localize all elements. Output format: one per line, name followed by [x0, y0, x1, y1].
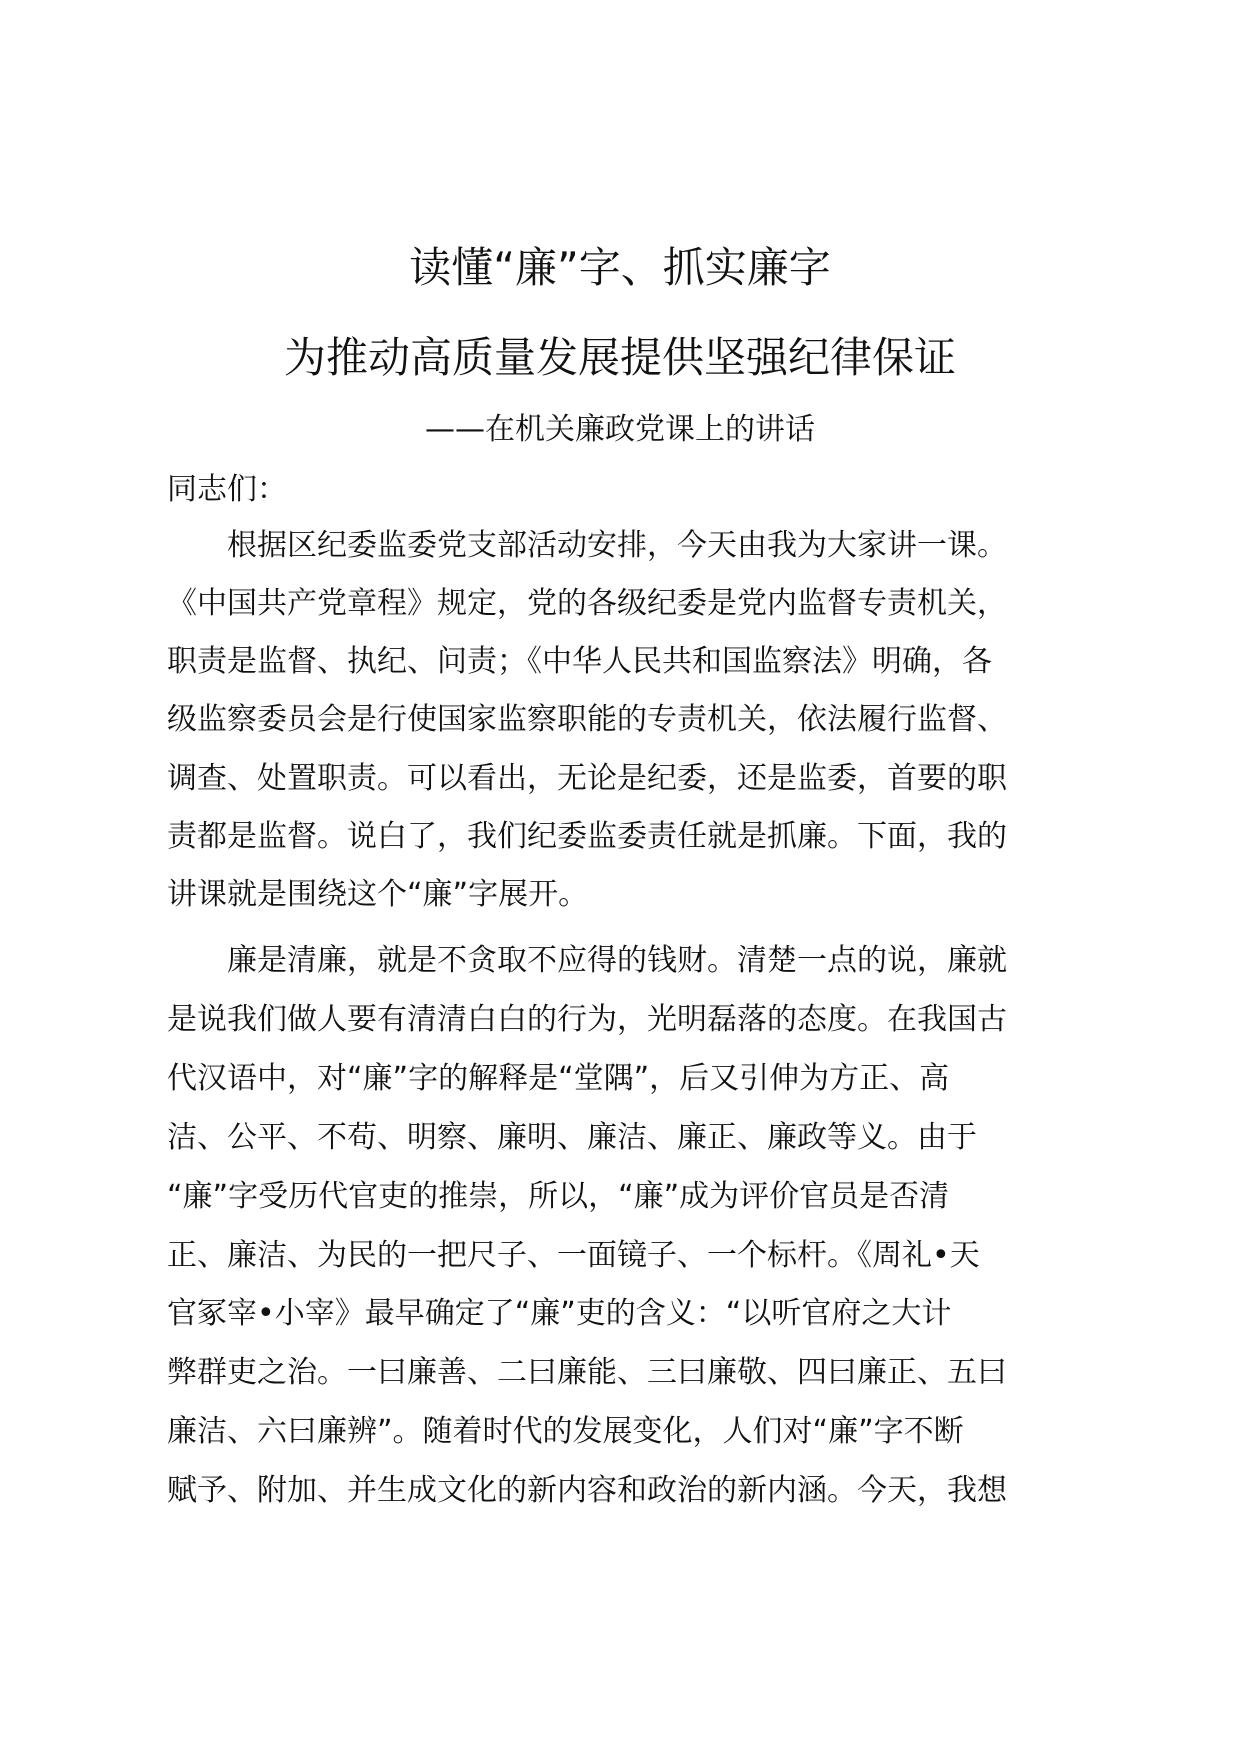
paragraph-1-line-3: 职责是监督、执纪、问责；《中华人民共和国监察法》明确，各	[167, 644, 992, 679]
paragraph-1-line-7: 讲课就是围绕这个“廉”字展开。	[167, 877, 589, 912]
paragraph-2-line-3: 代汉语中，对“廉”字的解释是“堂隅”，后又引伸为方正、高	[167, 1061, 950, 1096]
paragraph-2-line-10: 赋予、附加、并生成文化的新内容和政治的新内涵。今天，我想	[167, 1473, 1007, 1508]
paragraph-2-line-9: 廉洁、六曰廉辨”。随着时代的发展变化，人们对“廉”字不断	[167, 1414, 964, 1449]
salutation: 同志们：	[167, 472, 287, 507]
document-subtitle: ——在机关廉政党课上的讲话	[425, 412, 815, 447]
paragraph-1-line-5: 调查、处置职责。可以看出，无论是纪委，还是监委，首要的职	[167, 761, 1007, 796]
paragraph-2-line-5: “廉”字受历代官吏的推崇，所以，“廉”成为评价官员是否清	[167, 1179, 950, 1214]
paragraph-1-line-4: 级监察委员会是行使国家监察职能的专责机关，依法履行监督、	[167, 702, 1007, 737]
paragraph-2-line-7: 官冢宰•小宰》最早确定了“廉”吏的含义：“以听官府之大计	[167, 1296, 952, 1331]
paragraph-1-line-6: 责都是监督。说白了，我们纪委监委责任就是抓廉。下面，我的	[167, 819, 1007, 854]
paragraph-2-line-4: 洁、公平、不苟、明察、廉明、廉洁、廉正、廉政等义。由于	[167, 1120, 977, 1155]
paragraph-1-line-2: 《中国共产党章程》规定，党的各级纪委是党内监督专责机关，	[167, 586, 1007, 621]
document-title-line-1: 读懂“廉”字、抓实廉字	[409, 243, 831, 292]
paragraph-2-line-2: 是说我们做人要有清清白白的行为，光明磊落的态度。在我国古	[167, 1002, 1007, 1037]
document-title-line-2: 为推动高质量发展提供坚强纪律保证	[283, 333, 956, 382]
paragraph-1-line-1: 根据区纪委监委党支部活动安排，今天由我为大家讲一课。	[167, 528, 1007, 563]
paragraph-2-line-1: 廉是清廉，就是不贪取不应得的钱财。清楚一点的说，廉就	[167, 943, 1007, 978]
paragraph-2-line-6: 正、廉洁、为民的一把尺子、一面镜子、一个标杆。《周礼•天	[167, 1238, 980, 1273]
paragraph-2-line-8: 弊群吏之治。一曰廉善、二曰廉能、三曰廉敬、四曰廉正、五曰	[167, 1355, 1007, 1390]
